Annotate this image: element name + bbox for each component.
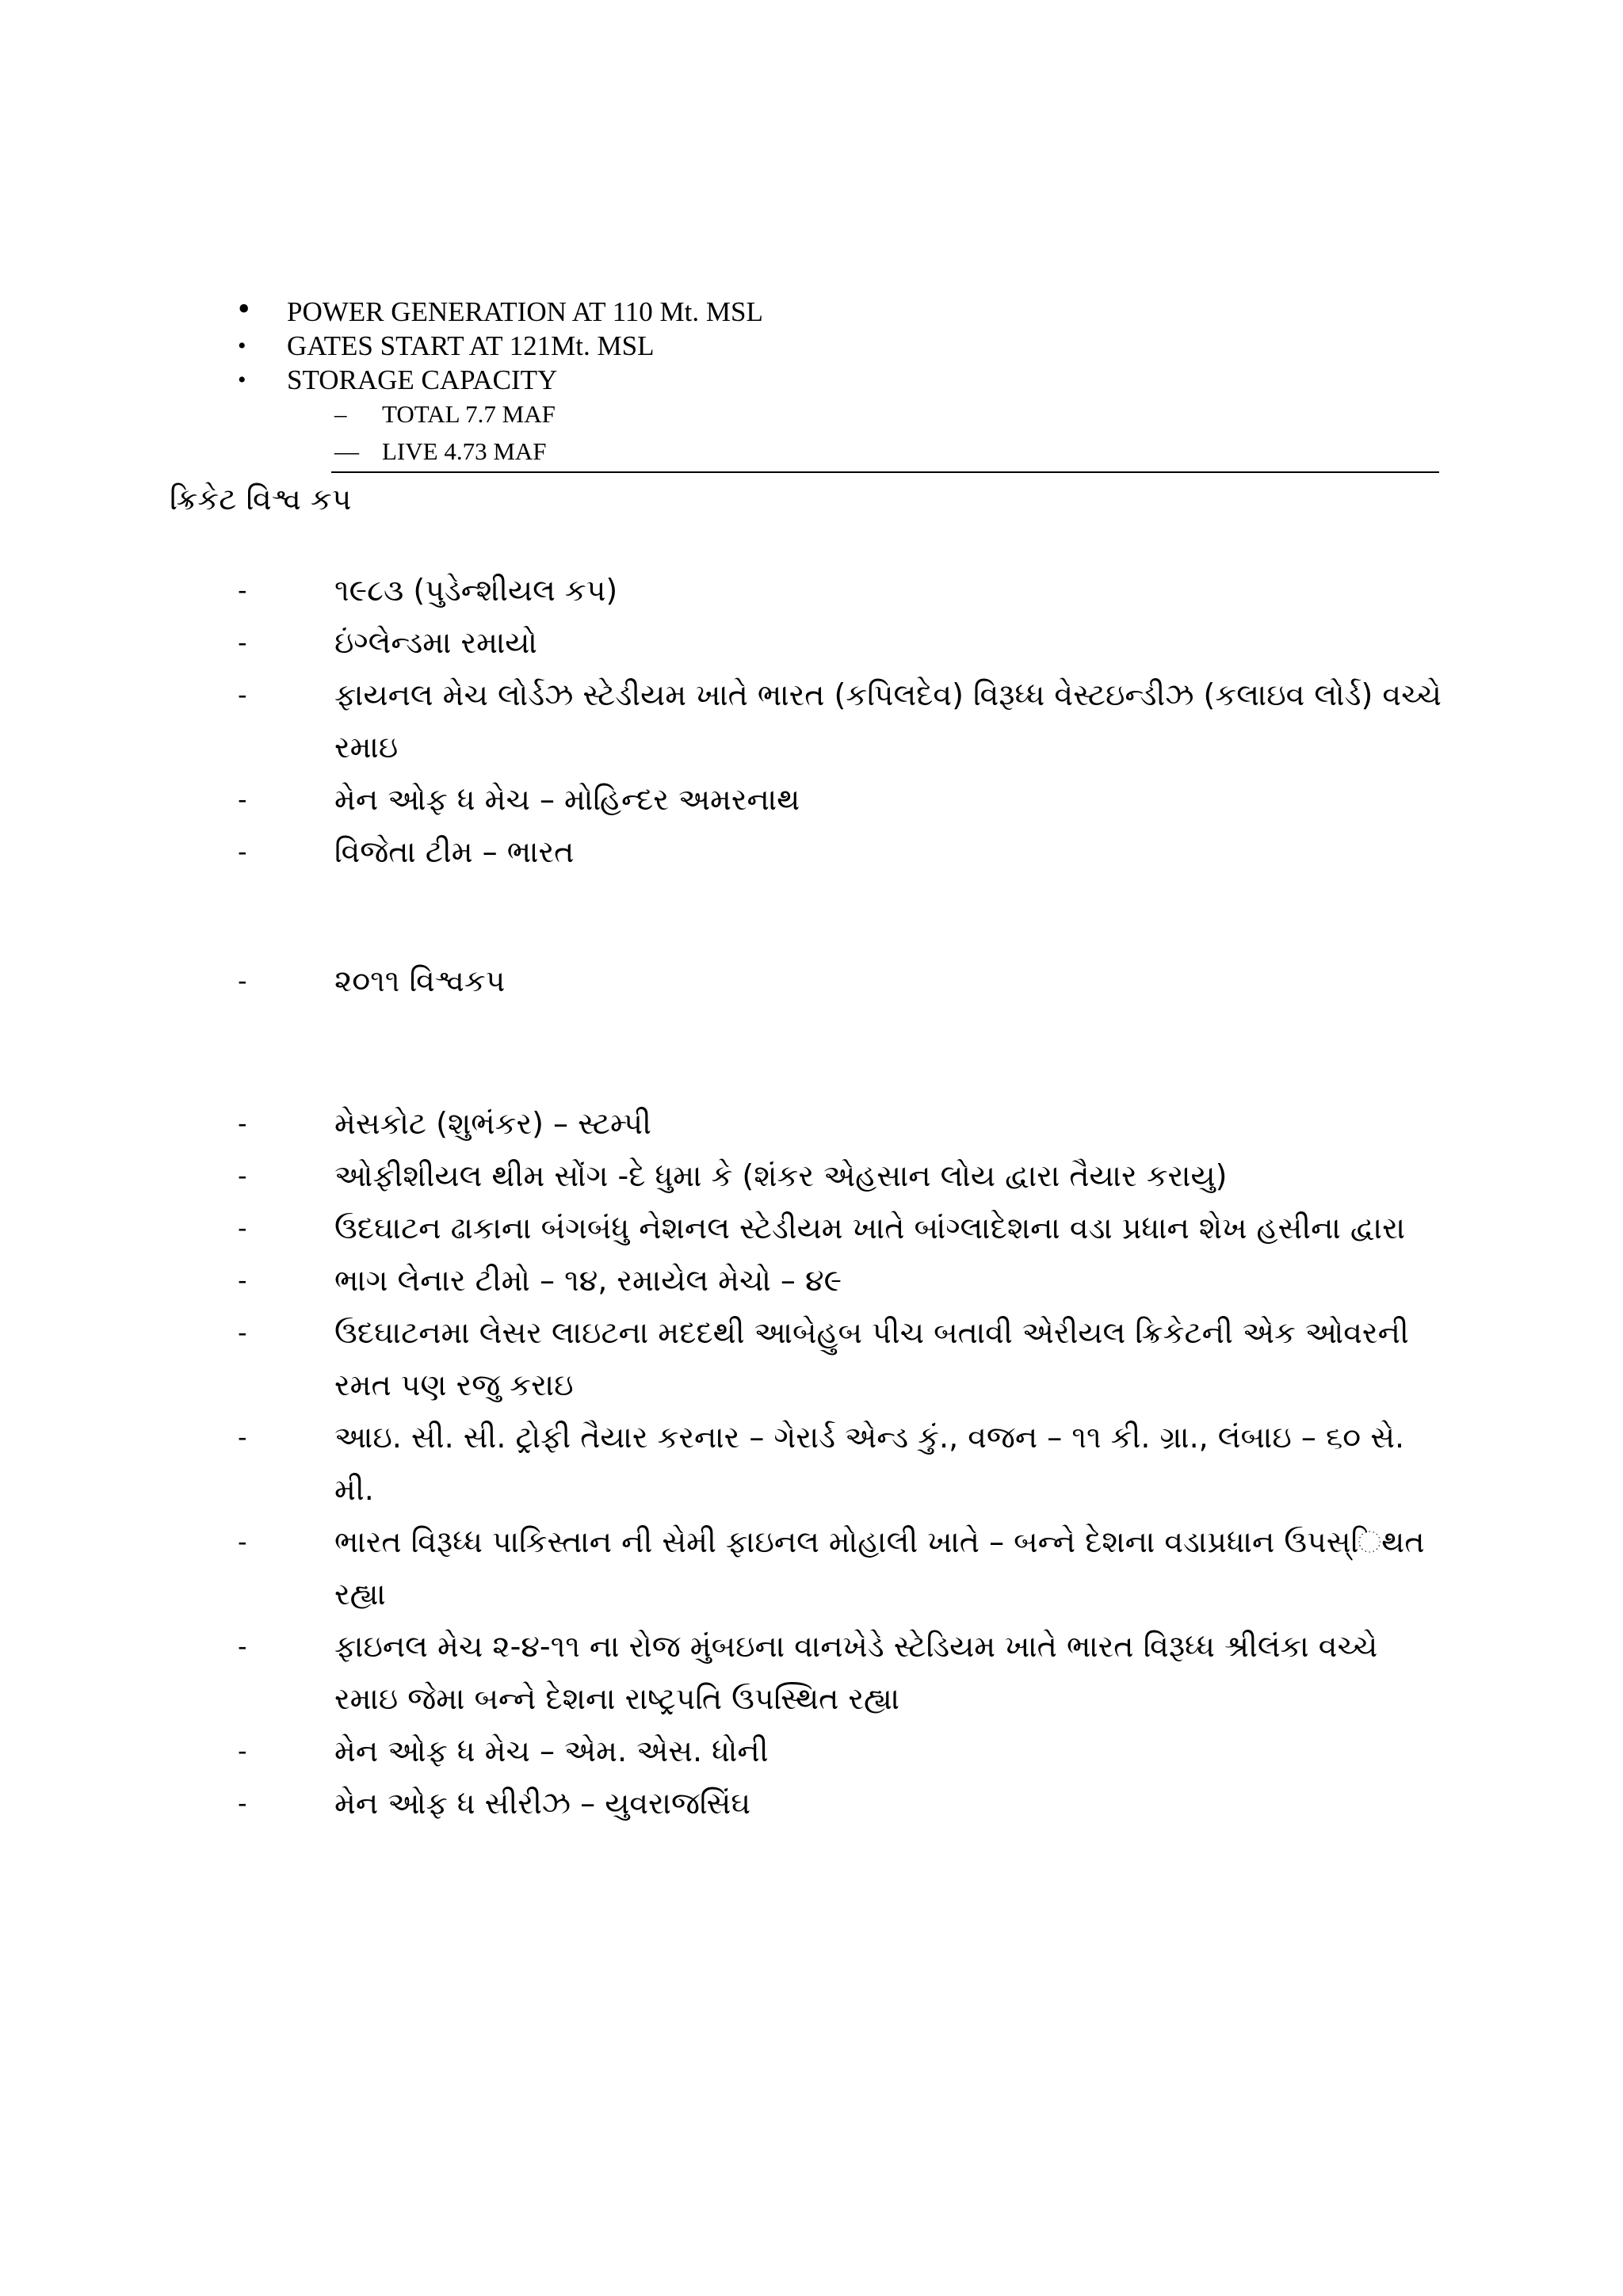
item-text: ભાગ લેનાર ટીમો – ૧૪, રમાયેલ મેચો – ૪૯: [334, 1263, 842, 1298]
item-text: ફાયનલ મેચ લોર્ડઝ સ્ટેડીયમ ખાતે ભારત (કપિલદેવ) વિરૂધ્ધ વેસ્ટઇન્ડીઝ (કલાઇવ લોર્ડ) વચ્ચે રમાઇ: [334, 677, 1442, 765]
bullet-icon: •: [238, 333, 246, 359]
list-item: [238, 1150, 1450, 1202]
item-text: મેન ઓફ ધ મેચ – એમ. એસ. ધોની: [334, 1733, 769, 1768]
horizontal-divider: [331, 471, 1439, 473]
item-text: ૨૦૧૧ વિશ્વકપ: [334, 963, 506, 998]
sub-list-item: [238, 397, 1426, 432]
sub-list-item: [238, 432, 1426, 471]
dash-marker: -: [238, 1213, 247, 1243]
item-text: મેસકોટ (શુભંકર) – સ્ટમ્પી: [334, 1106, 651, 1141]
list-item: [238, 1306, 1450, 1411]
dam-facts-list: [238, 289, 1426, 471]
list-item: [238, 669, 1450, 773]
dash-marker: -: [238, 1318, 247, 1348]
dash-marker: -: [238, 1736, 247, 1766]
list-item: [238, 1254, 1450, 1306]
storage-total-text: TOTAL 7.7 MAF: [382, 400, 556, 428]
dash-marker: -: [238, 680, 247, 710]
dash-marker: -: [238, 966, 247, 996]
list-item: [238, 955, 1450, 1007]
bullet-icon: •: [238, 289, 250, 328]
item-text: ભારત વિરૂધ્ધ પાકિસ્તાન ની સેમી ફાઇનલ મોહાલી ખાતે – બન્ને દેશના વડાપ્રધાન ઉપસ્િથત રહ્યા: [334, 1524, 1425, 1611]
worldcup-2011-title: [238, 955, 1450, 1007]
dash-marker: -: [238, 575, 247, 605]
list-item: [238, 363, 1426, 397]
item-text: ઉદઘાટનમા લેસર લાઇટના મદદથી આબેહુબ પીચ બતાવી એરીયલ ક્રિકેટની એક ઓવરની રમત પણ રજુ કરાઇ: [334, 1315, 1409, 1402]
list-item: [238, 1097, 1450, 1150]
worldcup-2011-list: [238, 1097, 1450, 1829]
item-text: આઇ. સી. સી. ટ્રોફી તૈયાર કરનાર – ગેરાર્ડ એન્ડ કું., વજન – ૧૧ કી. ગ્રા., લંબાઇ – ૬૦ સે. મી.: [334, 1420, 1405, 1507]
dash-marker: -: [238, 1631, 247, 1661]
section-heading: ક્રિકેટ વિશ્વ કપ: [170, 482, 352, 517]
list-item: [238, 1202, 1450, 1254]
dash-marker: –: [334, 400, 347, 428]
gates-start-text: GATES START AT 121Mt. MSL: [287, 330, 655, 361]
list-item: [238, 1777, 1450, 1829]
dash-marker: -: [238, 1422, 247, 1452]
storage-capacity-text: STORAGE CAPACITY: [287, 364, 558, 395]
list-item: [238, 1516, 1450, 1620]
list-item: [238, 1620, 1450, 1725]
item-text: ઓફીશીયલ થીમ સોંગ -દે ધુમા કે (શંકર એહસાન લોય દ્વારા તૈયાર કરાયુ): [334, 1158, 1228, 1193]
power-generation-text: POWER GENERATION AT 110 Mt. MSL: [287, 296, 763, 327]
dash-marker: -: [238, 1161, 247, 1191]
dash-marker: -: [238, 1527, 247, 1557]
dash-marker: -: [238, 837, 247, 867]
list-item: [238, 1411, 1450, 1516]
item-text: ઇંગ્લેન્ડમા રમાયો: [334, 625, 537, 660]
item-text: ૧૯૮૩ (પુડેન્શીયલ કપ): [334, 573, 618, 608]
storage-live-text: LIVE 4.73 MAF: [382, 437, 547, 465]
list-item: [238, 329, 1426, 363]
list-item: [238, 564, 1450, 616]
list-item: [238, 773, 1450, 826]
item-text: મેન ઓફ ધ સીરીઝ – યુવરાજસિંઘ: [334, 1786, 751, 1821]
item-text: વિજેતા ટીમ – ભારત: [334, 834, 575, 869]
dash-marker: -: [238, 1108, 247, 1138]
item-text: ફાઇનલ મેચ ૨-૪-૧૧ ના રોજ મુંબઇના વાનખેડે સ્ટેડિયમ ખાતે ભારત વિરૂધ્ધ શ્રીલંકા વચ્ચે રમાઇ જેમા બન્ને દેશના રાષ્ટ્રપતિ ઉપસ્થિત રહ્યા: [334, 1629, 1378, 1716]
bullet-icon: •: [238, 367, 246, 393]
item-text: ઉદઘાટન ઢાકાના બંગબંધુ નેશનલ સ્ટેડીયમ ખાતે બાંગ્લાદેશના વડા પ્રધાન શેખ હસીના દ્વારા: [334, 1211, 1406, 1245]
dash-marker: -: [238, 1788, 247, 1818]
dash-marker: -: [238, 627, 247, 658]
dash-marker: —: [334, 437, 359, 465]
list-item: [238, 616, 1450, 669]
list-item: [238, 826, 1450, 878]
dash-marker: -: [238, 1265, 247, 1295]
item-text: મેન ઓફ ધ મેચ – મોહિન્દર અમરનાથ: [334, 782, 800, 817]
list-item: [238, 1725, 1450, 1777]
list-item: [238, 289, 1426, 329]
worldcup-1983-list: [238, 564, 1450, 878]
dash-marker: -: [238, 784, 247, 814]
